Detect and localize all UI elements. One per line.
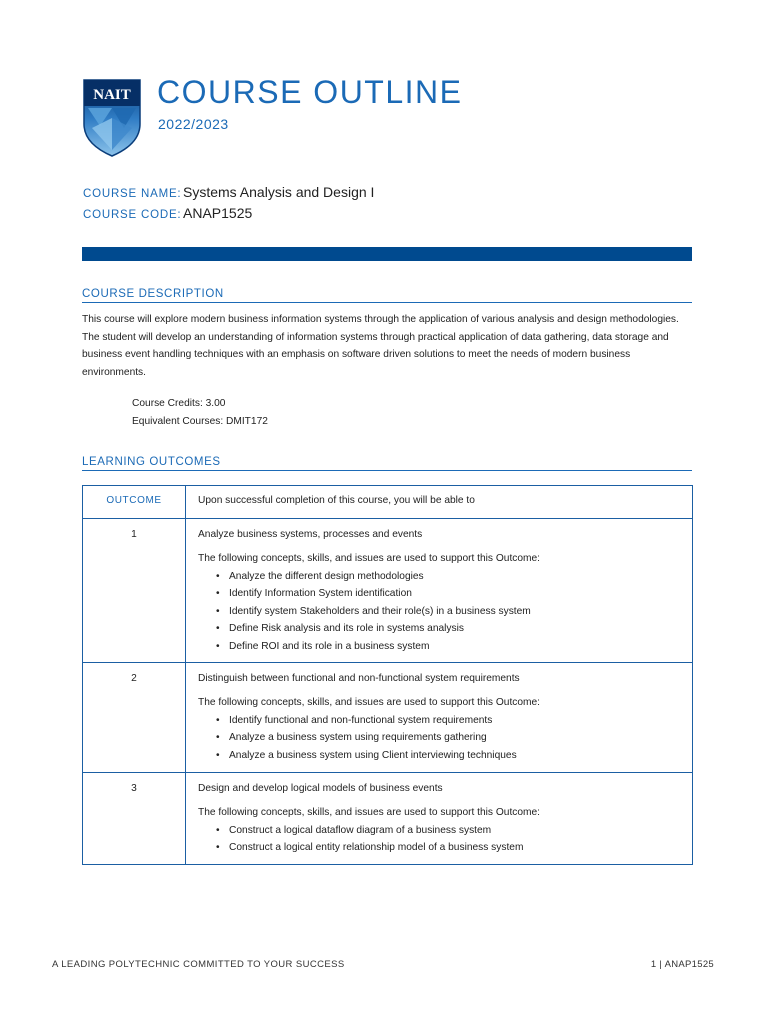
page-title: COURSE OUTLINE [157,74,463,110]
outcome-number: 3 [83,773,186,865]
course-description-text: This course will explore modern business information systems through the application of various analysis and design methodologies. The student will develop an understanding of information systems through practical application of data gathering, data storage and business event handling techniques with an emphasis on software driven solutions to meet the needs of modern business environments. [82,314,679,378]
list-item: • Define ROI and its role in a business system [229,638,680,655]
outcome-item-list [198,712,680,764]
outcome-cell [186,773,693,865]
learning-outcomes-table [82,485,693,865]
outcome-intro: The following concepts, skills, and issues are used to support this Outcome: [198,553,541,564]
footer-page-number: 1 | ANAP1525 [650,959,714,970]
list-item: • Identify system Stakeholders and their role(s) in a business system [229,603,680,620]
list-item: • Analyze a business system using Client interviewing techniques [229,747,680,764]
equivalent-courses: Equivalent Courses: DMIT172 [132,416,268,427]
course-code-value: ANAP1525 [183,205,253,221]
list-item: • Identify functional and non-functional system requirements [229,712,680,729]
course-name-value: Systems Analysis and Design I [183,184,375,200]
outcome-cell [186,663,693,773]
outcome-item-list [198,822,680,857]
outcome-title: Distinguish between functional and non-functional system requirements [198,673,520,685]
outcome-item-list [198,568,680,655]
outcome-cell [186,519,693,663]
outcome-intro: The following concepts, skills, and issues are used to support this Outcome: [198,697,541,709]
outcome-title: Design and develop logical models of business events [198,783,443,795]
course-name-label: COURSE NAME: [83,188,182,200]
table-header-row [83,486,693,519]
learning-outcomes-heading: LEARNING OUTCOMES [82,456,692,471]
list-item: • Construct a logical entity relationship model of a business system [229,839,680,856]
outcome-description-header: Upon successful completion of this course, you will be able to [186,486,693,519]
logo-text: NAIT [93,87,131,103]
list-item: • Construct a logical dataflow diagram of a business system [229,822,680,839]
list-item: • Analyze a business system using requirements gathering [229,729,680,746]
outcome-title: Analyze business systems, processes and events [198,529,423,540]
outcome-number: 1 [83,519,186,663]
outcome-number: 2 [83,663,186,773]
list-item: • Analyze the different design methodologies [229,568,680,585]
course-credits: Course Credits: 3.00 [132,398,226,409]
table-row [83,519,693,663]
list-item: • Identify Information System identification [229,585,680,602]
course-name-row [83,184,374,202]
course-code-row [83,205,252,223]
header-divider-bar [82,247,692,261]
footer-tagline: A LEADING POLYTECHNIC COMMITTED TO YOUR SUCCESS [52,959,345,970]
outcome-column-header: OUTCOME [83,486,186,519]
table-row [83,773,693,865]
academic-year: 2022/2023 [158,116,229,132]
course-credits-block [132,395,268,431]
list-item: • Define Risk analysis and its role in systems analysis [229,620,680,637]
course-code-label: COURSE CODE: [83,209,182,221]
outcome-intro: The following concepts, skills, and issues are used to support this Outcome: [198,807,541,819]
table-row [83,663,693,773]
nait-logo [82,78,142,158]
course-description-heading: COURSE DESCRIPTION [82,288,692,303]
